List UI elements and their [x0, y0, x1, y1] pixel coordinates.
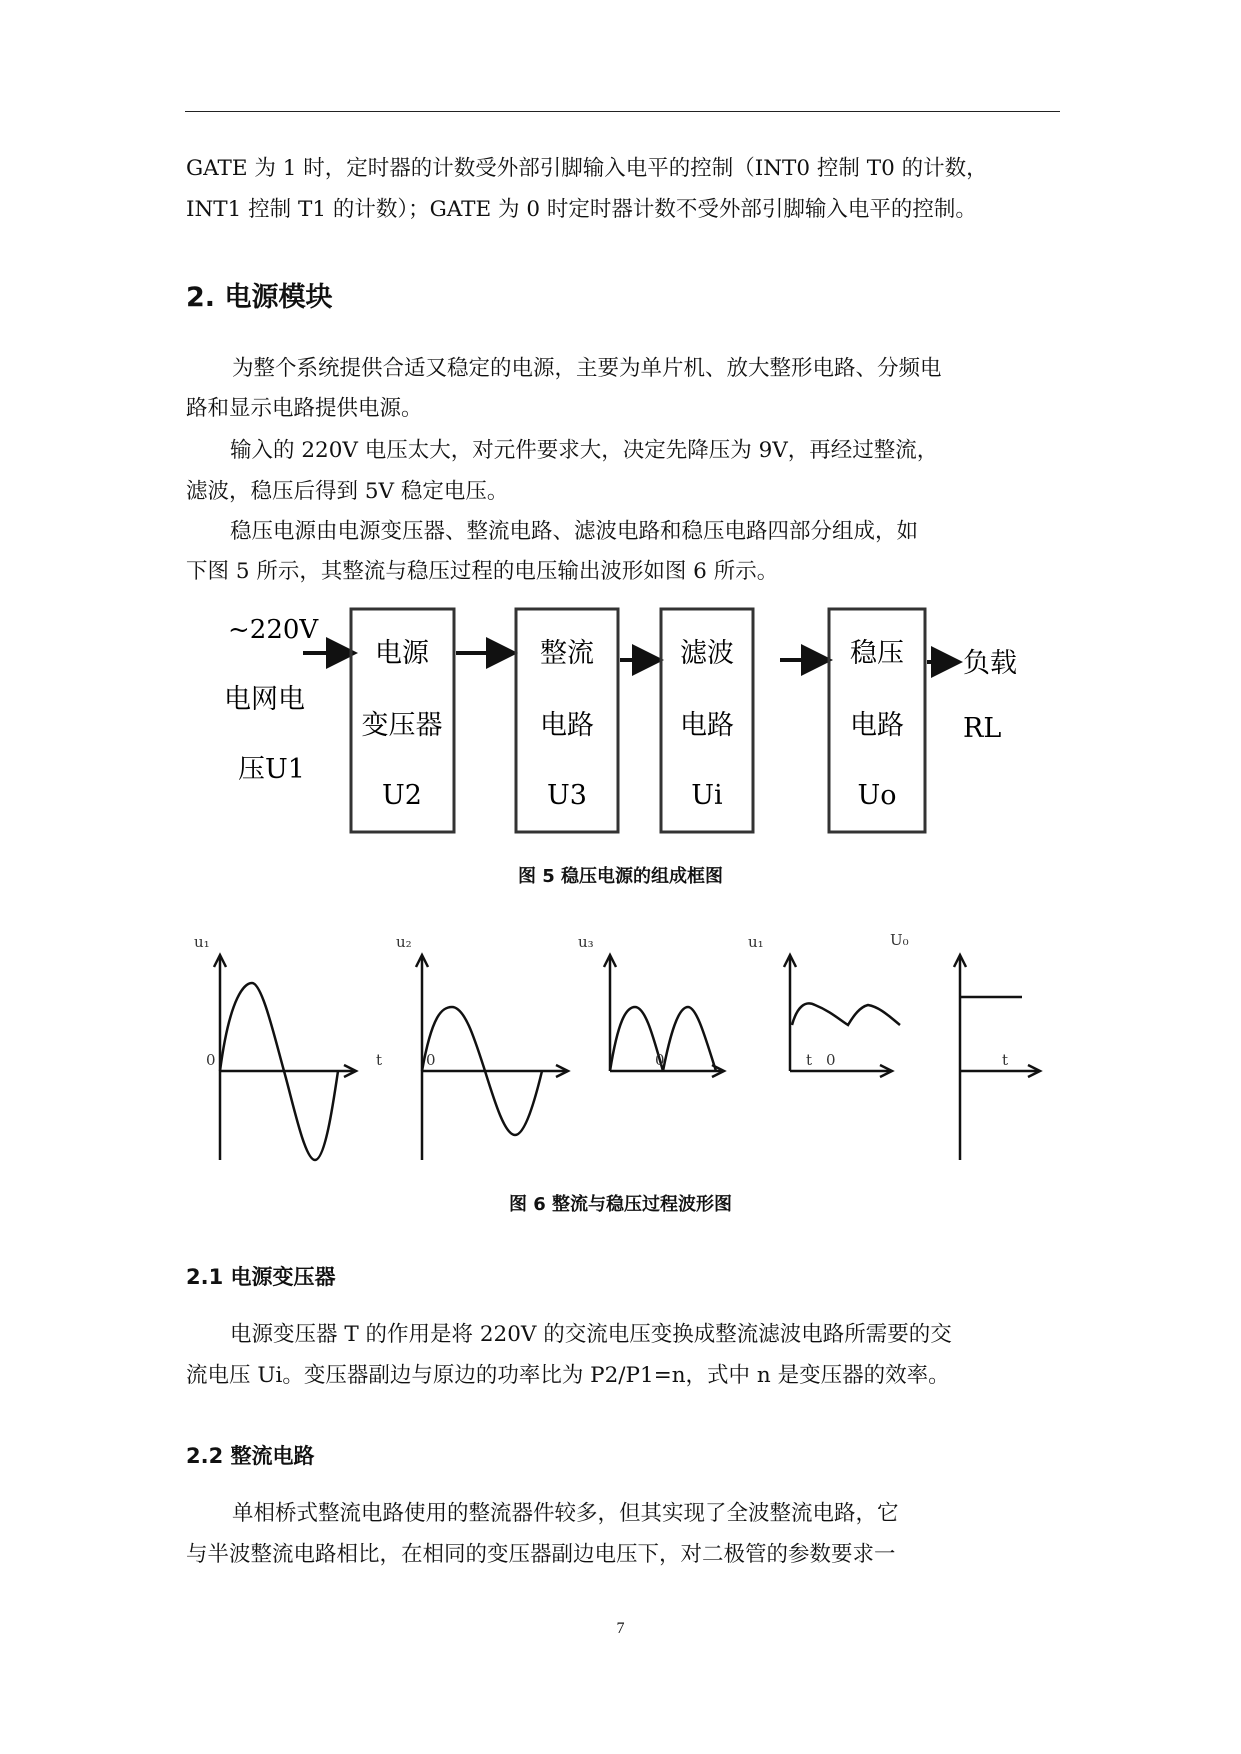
subsection-1-line-2: 流电压 Ui。变压器副边与原边的功率比为 P2/P1=n，式中 n 是变压器的效率。 — [186, 1363, 950, 1388]
header-rule — [185, 111, 1060, 112]
input-voltage-label: ~220V — [228, 615, 319, 645]
intro-paragraph-3-line-1: 稳压电源由电源变压器、整流电路、滤波电路和稳压电路四部分组成，如 — [230, 519, 919, 544]
block-rectifier-line1: 整流 — [540, 638, 594, 669]
input-grid-label-line2: 压U1 — [238, 754, 305, 785]
panel2-zero-label: 0 — [426, 1051, 436, 1069]
intro-paragraph-1-line-2: 路和显示电路提供电源。 — [186, 396, 423, 421]
panel3-label: u₃ — [578, 933, 594, 951]
block-rectifier-line2: 电路 — [540, 710, 594, 741]
intro-paragraph-2-line-1: 输入的 220V 电压太大，对元件要求大，决定先降压为 9V，再经过整流， — [230, 438, 939, 463]
block-filter-line3: Ui — [691, 780, 723, 811]
intro-paragraph-3-line-2: 下图 5 所示，其整流与稳压过程的电压输出波形如图 6 所示。 — [186, 559, 779, 584]
panel4-zero-label: 0 — [826, 1051, 836, 1069]
block-filter-line2: 电路 — [680, 710, 734, 741]
panel3-zero-label: 0 — [655, 1051, 665, 1069]
block-rectifier-line3: U3 — [547, 780, 587, 811]
block-transformer-line3: U2 — [382, 780, 422, 811]
panel5-label: U₀ — [890, 931, 909, 949]
output-load-label: 负载 — [963, 648, 1017, 679]
subsection-1-heading: 2.1 电源变压器 — [186, 1265, 336, 1289]
block-filter-line1: 滤波 — [680, 638, 734, 669]
block-regulator-line1: 稳压 — [850, 638, 904, 669]
figure5-caption: 图 5 稳压电源的组成框图 — [517, 866, 724, 887]
panel1-t-label: t — [376, 1051, 383, 1069]
panel4-label: u₁ — [748, 933, 764, 951]
panel4-ripple-wave — [792, 1003, 900, 1025]
block-diagram — [220, 600, 1040, 840]
figure6-caption: 图 6 整流与稳压过程波形图 — [508, 1194, 733, 1215]
panel5-t-label: t — [1002, 1051, 1009, 1069]
intro-paragraph-2-line-2: 滤波，稳压后得到 5V 稳定电压。 — [186, 479, 509, 504]
gate-paragraph-line-2: INT1 控制 T1 的计数）；GATE 为 0 时定时器计数不受外部引脚输入电平的控制。 — [186, 197, 977, 222]
section-heading: 2. 电源模块 — [186, 282, 333, 313]
subsection-2-line-1: 单相桥式整流电路使用的整流器件较多，但其实现了全波整流电路，它 — [232, 1501, 899, 1526]
subsection-1-line-1: 电源变压器 T 的作用是将 220V 的交流电压变换成整流滤波电路所需要的交 — [230, 1322, 952, 1347]
gate-paragraph-line-1: GATE 为 1 时，定时器的计数受外部引脚输入电平的控制（INT0 控制 T0 的计数， — [186, 156, 988, 181]
panel4-t-label: t — [806, 1051, 813, 1069]
block-transformer-line1: 电源 — [375, 638, 429, 669]
input-grid-label-line1: 电网电 — [224, 684, 305, 715]
block-transformer-line2: 变压器 — [361, 710, 443, 741]
subsection-2-line-2: 与半波整流电路相比，在相同的变压器副边电压下，对二极管的参数要求一 — [186, 1542, 896, 1567]
page-number: 7 — [616, 1620, 625, 1637]
panel1-zero-label: 0 — [206, 1051, 216, 1069]
block-regulator-line3: Uo — [857, 780, 897, 811]
intro-paragraph-1-line-1: 为整个系统提供合适又稳定的电源，主要为单片机、放大整形电路、分频电 — [232, 356, 942, 381]
block-regulator-line2: 电路 — [850, 710, 904, 741]
output-rl-label: RL — [963, 713, 1002, 744]
panel1-label: u₁ — [194, 933, 210, 951]
panel2-label: u₂ — [396, 933, 412, 951]
subsection-2-heading: 2.2 整流电路 — [186, 1444, 315, 1468]
waveform-diagram — [190, 925, 1050, 1180]
